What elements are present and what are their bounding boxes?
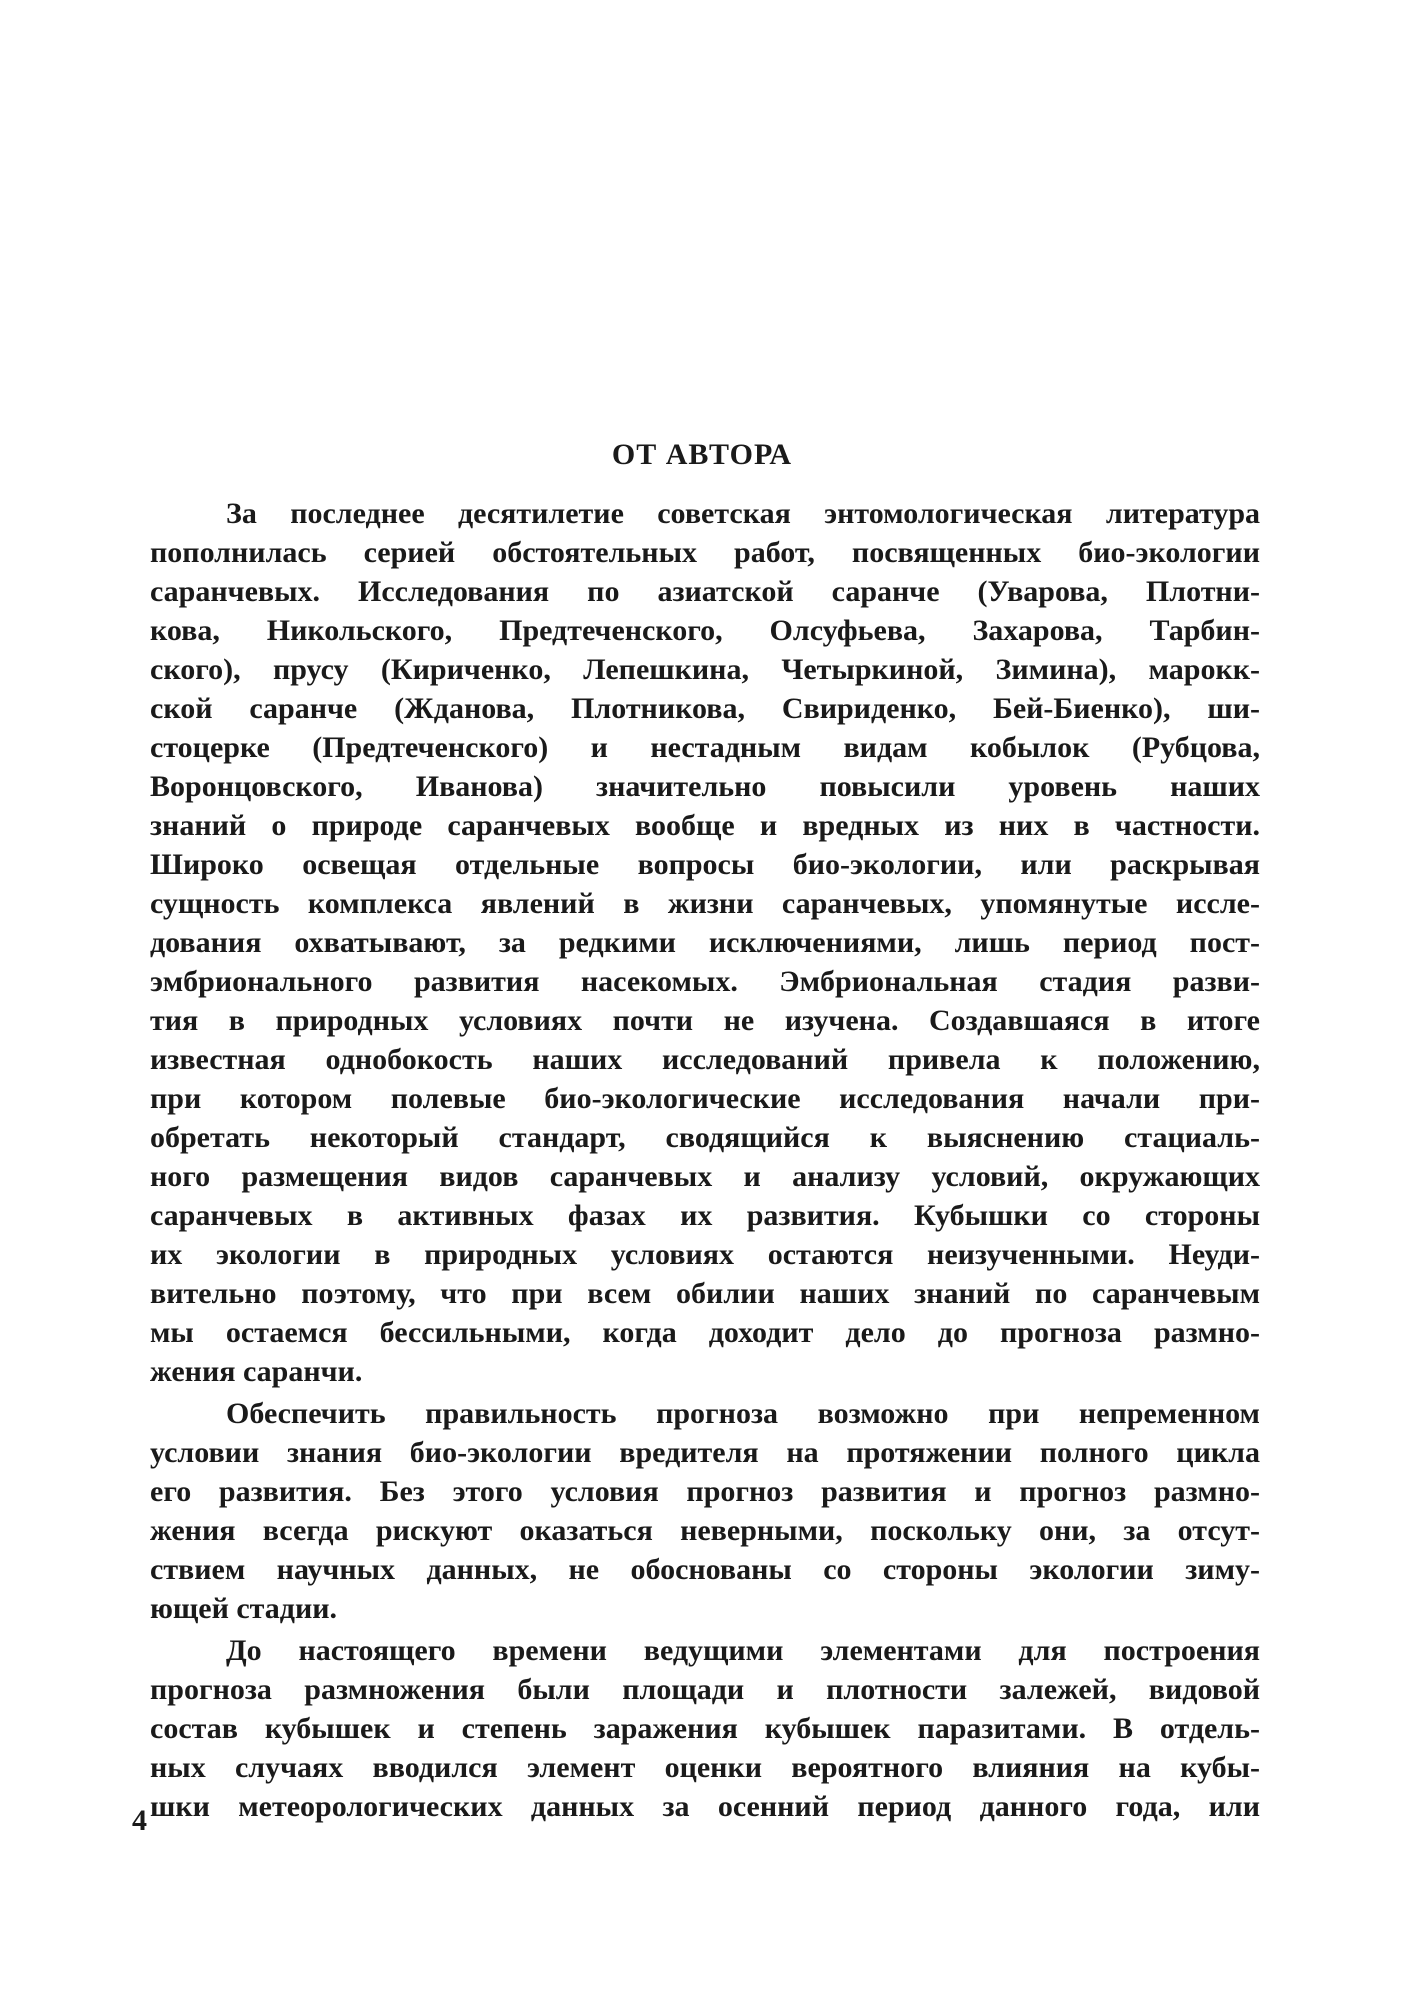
text-line: Широко освещая отдельные вопросы био-экологии, или раскрывая [150,848,1260,881]
text-line: при котором полевые био-экологические исследования начали при- [150,1082,1260,1115]
text-line: тия в природных условиях почти не изучена. Создавшаяся в итоге [150,1004,1260,1037]
paragraph [150,1394,1260,1628]
text-line: жения всегда рискуют оказаться неверными, поскольку они, за отсут- [150,1514,1260,1547]
text-line: известная однобокость наших исследований привела к положению, [150,1043,1260,1076]
text-line: ского), прусу (Кириченко, Лепешкина, Четыркиной, Зимина), марокк- [150,653,1260,686]
text-line: ской саранче (Жданова, Плотникова, Свириденко, Бей-Биенко), ши- [150,692,1260,725]
text-line: Обеспечить правильность прогноза возможно при непременном [226,1397,1260,1430]
text-line: кова, Никольского, Предтеченского, Олсуфьева, Захарова, Тарбин- [150,614,1260,647]
text-line: До настоящего времени ведущими элементами для построения [226,1634,1260,1667]
text-line: прогноза размножения были площади и плотности залежей, видовой [150,1673,1260,1706]
text-line: ного размещения видов саранчевых и анализу условий, окружающих [150,1160,1260,1193]
text-line: вительно поэтому, что при всем обилии наших знаний по саранчевым [150,1277,1260,1310]
text-line: дования охватывают, за редкими исключениями, лишь период пост- [150,926,1260,959]
text-line: мы остаемся бессильными, когда доходит дело до прогноза размно- [150,1316,1260,1349]
text-line: шки метеорологических данных за осенний период данного года, или [150,1790,1260,1823]
text-line: саранчевых. Исследования по азиатской саранче (Уварова, Плотни- [150,575,1260,608]
text-line: За последнее десятилетие советская энтомологическая литература [226,497,1260,530]
text-line: обретать некоторый стандарт, сводящийся к выяснению стациаль- [150,1121,1260,1154]
text-line: состав кубышек и степень заражения кубышек паразитами. В отдель- [150,1712,1260,1745]
text-line: жения саранчи. [150,1355,363,1388]
page-title: ОТ АВТОРА [611,438,793,471]
text-line: его развития. Без этого условия прогноз развития и прогноз размно- [150,1475,1260,1508]
text-line: стоцерке (Предтеченского) и нестадным видам кобылок (Рубцова, [150,731,1260,764]
text-line: ющей стадии. [150,1592,338,1625]
text-line: сущность комплекса явлений в жизни саранчевых, упомянутые иссле- [150,887,1260,920]
body-text [150,494,1260,1826]
text-line: их экологии в природных условиях остаются неизученными. Неуди- [150,1238,1260,1271]
text-line: знаний о природе саранчевых вообще и вредных из них в частности. [150,809,1260,842]
text-line: саранчевых в активных фазах их развития. Кубышки со стороны [150,1199,1260,1232]
text-line: ствием научных данных, не обоснованы со стороны экологии зиму- [150,1553,1260,1586]
paragraph [150,1631,1260,1826]
text-line: эмбрионального развития насекомых. Эмбриональная стадия разви- [150,965,1260,998]
text-line: ных случаях вводился элемент оценки вероятного влияния на кубы- [150,1751,1260,1784]
text-line: Воронцовского, Иванова) значительно повысили уровень наших [150,770,1260,803]
paragraph [150,494,1260,1391]
page-number: 4 [132,1804,147,1837]
text-line: пополнилась серией обстоятельных работ, посвященных био-экологии [150,536,1260,569]
text-line: условии знания био-экологии вредителя на протяжении полного цикла [150,1436,1260,1469]
